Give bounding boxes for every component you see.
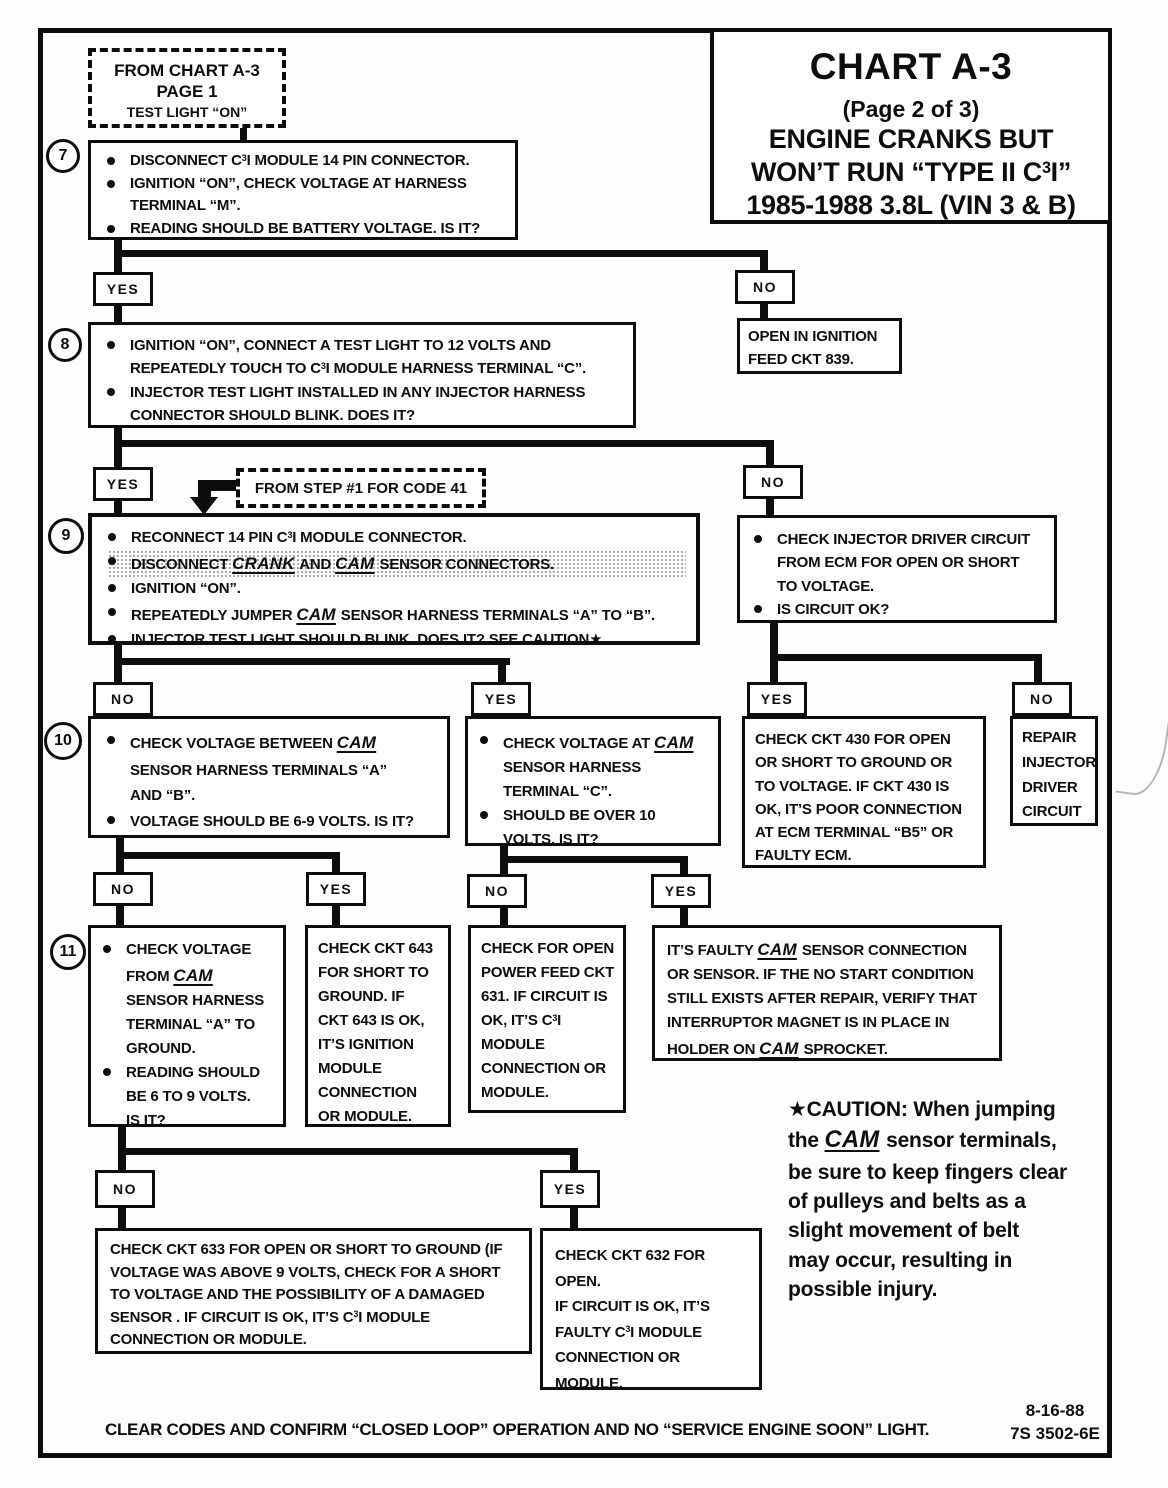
bullet-item: CHECK VOLTAGE FROM CAM SENSOR HARNESS TERMINAL “A” TO GROUND.: [103, 938, 279, 1061]
footer-note-text: CLEAR CODES AND CONFIRM “CLOSED LOOP” OPERATION AND NO “SERVICE ENGINE SOON” LIGHT.: [105, 1420, 930, 1439]
bullet-icon: [108, 608, 116, 616]
connector-line: [332, 859, 340, 873]
connector-line: [118, 1155, 126, 1171]
bullet-icon: [107, 388, 115, 396]
bullet-item: RECONNECT 14 PIN $C^3I$ MODULE CONNECTOR.: [108, 526, 686, 550]
connector-line: [498, 665, 506, 683]
no-label: NO: [761, 474, 785, 490]
connector-line: [116, 852, 340, 859]
chart-subtitle-3: 1985-1988 3.8L (VIN 3 & B): [746, 190, 1076, 221]
no-label: NO: [753, 279, 777, 295]
connector-line: [766, 447, 774, 466]
scan-artifact: [1116, 697, 1168, 798]
bullet-item: DISCONNECT $C^3I$ MODULE 14 PIN CONNECTOR.: [107, 150, 505, 173]
bullet-item: READING SHOULD BE 6 TO 9 VOLTS. IS IT?: [103, 1061, 279, 1133]
bullet-icon: [754, 535, 762, 543]
decision-yes-step9: [471, 682, 531, 716]
step-8-number: 8: [60, 336, 70, 353]
bullet-item: CHECK VOLTAGE BETWEEN CAM SENSOR HARNESS TERMINALS “A” AND “B”.: [107, 729, 439, 809]
decision-no-step10-left: [93, 872, 153, 906]
decision-no-step8: [743, 465, 803, 499]
ckt632-box: [540, 1228, 762, 1390]
connector-line: [114, 440, 774, 447]
yes-label: YES: [553, 1181, 587, 1197]
bullet-icon: [754, 605, 762, 613]
no-label: NO: [1030, 691, 1054, 707]
bullet-item: VOLTAGE SHOULD BE 6-9 VOLTS. IS IT?: [107, 809, 439, 835]
yes-label: YES: [319, 881, 353, 897]
bullet-item: IGNITION “ON”, CHECK VOLTAGE AT HARNESS TERMINAL “M”.: [107, 173, 505, 218]
decision-no-step9: [93, 682, 153, 716]
ckt430-box: [742, 716, 986, 868]
step-7-circle: [46, 139, 80, 173]
bullet-icon: [107, 157, 115, 165]
yes-label: YES: [760, 691, 794, 707]
bullet-icon: [107, 816, 115, 824]
yes-label: YES: [106, 476, 140, 492]
step-11-number: 11: [59, 943, 77, 960]
connector-line: [1034, 661, 1042, 683]
decision-no-step11: [95, 1170, 155, 1208]
open-ignition-box: [737, 318, 902, 374]
connector-line: [118, 1148, 578, 1155]
step-7-number: 7: [58, 147, 68, 164]
chart-title: CHART A-3: [809, 46, 1013, 87]
step-9-circle: [48, 518, 84, 554]
bullet-item: DISCONNECT CRANK AND CAM SENSOR CONNECTORS.: [108, 550, 686, 577]
connector-line: [770, 661, 778, 683]
connector-line: [680, 907, 688, 926]
decision-yes-injector-driver: [747, 682, 807, 716]
bullet-item: READING SHOULD BE BATTERY VOLTAGE. IS IT?: [107, 218, 505, 241]
entry-line-1: FROM CHART A-3: [114, 61, 260, 80]
decision-no-injector-driver: [1012, 682, 1072, 716]
ckt633-box: [95, 1228, 532, 1354]
bullet-icon: [107, 180, 115, 188]
chart-subtitle-1: ENGINE CRANKS BUT: [768, 124, 1054, 155]
doc-id-block: [1000, 1400, 1110, 1446]
bullet-item: CHECK VOLTAGE AT CAM SENSOR HARNESS TERMINAL “C”.: [480, 729, 712, 804]
connector-line: [766, 497, 774, 516]
step-9-number: 9: [61, 527, 71, 544]
open-ignition-text: OPEN IN IGNITION FEED CKT 839.: [748, 328, 878, 369]
caution-note: [788, 1095, 1098, 1305]
chart-subtitle-2: WON’T RUN “TYPE II $C^3I$”: [750, 157, 1072, 188]
no-label: NO: [113, 1181, 137, 1197]
bullet-item: INJECTOR TEST LIGHT SHOULD BLINK. DOES IT? SEE CAUTION★: [108, 628, 686, 652]
entry-box: [88, 48, 286, 128]
connector-line: [500, 856, 688, 863]
ckt633-text: CHECK CKT 633 FOR OPEN OR SHORT TO GROUND (IF VOLTAGE WAS ABOVE 9 VOLTS, CHECK FOR A SHORT TO VOLTAGE AND THE POSSIBILITY OF A DAMAGED SENSOR . IF CIRCUIT IS OK, IT’S $C^3I$ MODULE CONNECTION OR MODULE.: [110, 1241, 503, 1348]
bullet-item: IS CIRCUIT OK?: [754, 598, 1046, 621]
ckt643-text: CHECK CKT 643 FOR SHORT TO GROUND. IF CKT 643 IS OK, IT’S IGNITION MODULE CONNECTION OR MODULE.: [318, 940, 433, 1125]
bullet-icon: [108, 584, 116, 592]
step-10-number: 10: [54, 732, 72, 749]
faulty-cam-sensor-text: IT’S FAULTY CAM SENSOR CONNECTION OR SENSOR. IF THE NO START CONDITION STILL EXISTS AFTER REPAIR, VERIFY THAT INTERRUPTOR MAGNET IS IN PLACE IN HOLDER ON CAM SPROCKET.: [667, 940, 977, 1059]
bullet-icon: [107, 225, 115, 233]
ckt631-text: CHECK FOR OPEN POWER FEED CKT 631. IF CIRCUIT IS OK, IT’S $C^3I$ MODULE CONNECTION OR MODULE.: [481, 940, 615, 1101]
step-9-box: [88, 513, 700, 649]
step-10-mid-box: [465, 716, 721, 849]
bullet-icon: [108, 557, 116, 565]
step-11-box: [88, 925, 286, 1130]
connector-line: [570, 1155, 578, 1171]
ckt631-box: [468, 925, 626, 1113]
step-10-left-box: [88, 716, 450, 838]
bullet-item: CHECK INJECTOR DRIVER CIRCUIT FROM ECM FOR OPEN OR SHORT TO VOLTAGE.: [754, 528, 1046, 598]
bullet-icon: [108, 533, 116, 541]
connector-line: [116, 859, 124, 873]
bullet-item: INJECTOR TEST LIGHT INSTALLED IN ANY INJECTOR HARNESS CONNECTOR SHOULD BLINK. DOES IT?: [107, 381, 623, 428]
decision-no-step7: [735, 270, 795, 304]
bullet-item: REPEATEDLY JUMPER CAM SENSOR HARNESS TERMINALS “A” TO “B”.: [108, 601, 686, 628]
ckt632-text: CHECK CKT 632 FOR OPEN. IF CIRCUIT IS OK, IT’S FAULTY $C^3I$ MODULE CONNECTION OR MODULE.: [555, 1247, 710, 1392]
connector-line: [770, 654, 1042, 661]
bullet-icon: [107, 736, 115, 744]
step-11-circle: [50, 934, 86, 970]
connector-line: [332, 905, 340, 926]
caution-text: ★CAUTION: When jumping the CAM sensor terminals, be sure to keep fingers clear of pulleys and belts as a slight movement of belt may occur, resulting in possible injury.: [788, 1098, 1067, 1302]
decision-yes-step11: [540, 1170, 600, 1208]
bullet-icon: [108, 635, 116, 643]
bullet-item: IGNITION “ON”.: [108, 577, 686, 601]
entry-line-3: TEST LIGHT “ON”: [126, 103, 248, 120]
connector-line: [114, 447, 122, 468]
chart-title-box: [710, 28, 1112, 224]
no-label: NO: [485, 883, 509, 899]
connector-line: [114, 304, 122, 323]
connector-line: [114, 250, 768, 257]
no-label: NO: [111, 881, 135, 897]
bullet-item: IGNITION “ON”, CONNECT A TEST LIGHT TO 12 VOLTS AND REPEATEDLY TOUCH TO $C^3I$ MODULE HARNESS TERMINAL “C”.: [107, 334, 623, 381]
connector-line: [760, 302, 768, 319]
connector-line: [760, 257, 768, 271]
repair-injector-driver-box: [1010, 716, 1098, 826]
connector-line: [116, 905, 124, 926]
no-label: NO: [111, 691, 135, 707]
connector-line: [114, 658, 510, 665]
faulty-cam-sensor-box: [652, 925, 1002, 1061]
decision-yes-step7: [93, 272, 153, 306]
bullet-icon: [107, 341, 115, 349]
bullet-icon: [480, 811, 488, 819]
connector-line: [114, 665, 122, 683]
entry-line-2: PAGE 1: [156, 82, 218, 102]
step-7-box: [88, 140, 518, 240]
decision-yes-step10-left: [306, 872, 366, 906]
chart-page-indicator: (Page 2 of 3): [842, 95, 980, 122]
bullet-item: SHOULD BE OVER 10 VOLTS. IS IT?: [480, 804, 712, 852]
from-step-box: [236, 468, 486, 508]
bullet-icon: [103, 1068, 111, 1076]
decision-no-step10-mid: [467, 874, 527, 908]
yes-label: YES: [664, 883, 698, 899]
step-10-circle: [44, 722, 82, 760]
bullet-icon: [480, 736, 488, 744]
repair-injector-driver-text: REPAIR INJECTOR DRIVER CIRCUIT: [1022, 729, 1096, 821]
from-step-label: FROM STEP #1 FOR CODE 41: [254, 479, 468, 497]
step-8-box: [88, 322, 636, 428]
injector-driver-check-box: [737, 515, 1057, 623]
step-8-circle: [48, 328, 82, 362]
ckt430-text: CHECK CKT 430 FOR OPEN OR SHORT TO GROUND OR TO VOLTAGE. IF CKT 430 IS OK, IT’S POOR CONNECTION AT ECM TERMINAL “B5” OR FAULTY ECM.: [755, 731, 962, 865]
ckt643-box: [305, 925, 451, 1127]
bullet-icon: [103, 945, 111, 953]
decision-yes-step8: [93, 467, 153, 501]
doc-number: 7S 3502-6E: [1010, 1423, 1100, 1443]
doc-date: 8-16-88: [1025, 1401, 1085, 1420]
connector-line: [114, 257, 122, 273]
connector-line: [500, 907, 508, 926]
connector-line: [114, 499, 122, 514]
yes-label: YES: [106, 281, 140, 297]
footer-note: [105, 1420, 935, 1440]
decision-yes-step10-mid: [651, 874, 711, 908]
yes-label: YES: [484, 691, 518, 707]
